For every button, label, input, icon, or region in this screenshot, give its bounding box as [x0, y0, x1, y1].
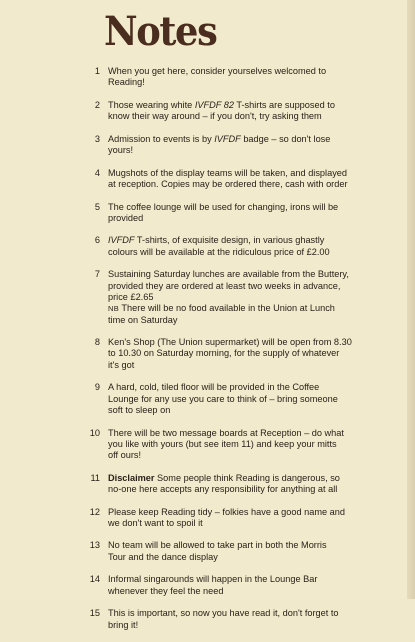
item-text: [108, 473, 356, 496]
item-number: 11: [90, 472, 100, 483]
item-line: no-one here accepts any responsibility for anything at all: [108, 483, 338, 494]
item-line: Tour and the dance display: [108, 551, 218, 562]
item-line: colours will be available at the ridiculous price of £2.00: [108, 246, 330, 257]
item-line: Admission to events is by IVFDF badge – so don't lose: [108, 133, 331, 144]
item-line: yours!: [108, 145, 134, 156]
nb-line: NB There will be no food available in the Union at Lunch: [108, 303, 335, 314]
item-line: at reception. Copies may be ordered there, cash with order: [108, 178, 348, 189]
item-text: [108, 100, 356, 123]
item-line: provided they are ordered at least two weeks in advance,: [108, 280, 341, 291]
item-text: [108, 540, 356, 563]
disclaimer-label: Disclaimer: [108, 472, 155, 483]
item-text: [108, 202, 356, 225]
item-line: Disclaimer Some people think Reading is dangerous, so: [108, 472, 340, 483]
list-item: [86, 473, 356, 496]
item-number: 3: [94, 133, 100, 144]
item-text: [108, 134, 356, 157]
list-item: [86, 269, 356, 325]
item-line: Lounge for any use you care to think of – bring someone: [108, 393, 338, 404]
item-line: Ken's Shop (The Union supermarket) will be open from 8.30: [108, 337, 352, 348]
item-line: whenever they feel the need: [108, 585, 224, 596]
list-item: [86, 168, 356, 191]
item-text: [108, 269, 356, 325]
item-line: A hard, cold, tiled floor will be provided in the Coffee: [108, 382, 320, 393]
item-line: Please keep Reading tidy – folkies have a good name and: [108, 506, 345, 517]
notes-list: [86, 66, 356, 642]
item-line: There will be two message boards at Reception – do what: [108, 427, 344, 438]
item-number: 7: [94, 269, 100, 280]
page-edge: [407, 0, 415, 599]
item-number: 5: [94, 201, 100, 212]
item-text: [108, 235, 356, 258]
list-item: [86, 337, 356, 371]
item-line: Those wearing white IVFDF 82 T-shirts are supposed to: [108, 99, 335, 110]
list-item: [86, 235, 356, 258]
item-line: soft to sleep on: [108, 404, 171, 415]
item-text: [108, 574, 356, 597]
item-text: [108, 66, 356, 89]
list-item: [86, 382, 356, 416]
item-line: No team will be allowed to take part in both the Morris: [108, 540, 327, 551]
item-text: [108, 382, 356, 416]
item-line: bring it!: [108, 619, 139, 630]
list-item: [86, 134, 356, 157]
list-item: [86, 507, 356, 530]
list-item: [86, 608, 356, 631]
item-line: When you get here, consider yourselves welcomed to: [108, 66, 327, 76]
item-line: you like with yours (but see item 11) and keep your mitts: [108, 438, 337, 449]
item-number: 14: [89, 574, 100, 585]
item-number: 8: [94, 337, 100, 348]
item-number: 15: [89, 608, 100, 619]
list-item: [86, 428, 356, 462]
item-line: off ours!: [108, 450, 142, 461]
nb-label: NB: [108, 304, 120, 314]
list-item: [86, 540, 356, 563]
item-number: 4: [94, 167, 100, 178]
item-number: 12: [89, 506, 100, 517]
item-line: we don't want to spoil it: [108, 517, 203, 528]
item-number: 6: [94, 235, 100, 246]
item-text: [108, 608, 356, 631]
item-number: 1: [94, 66, 100, 76]
item-text: [108, 428, 356, 462]
item-number: 9: [94, 382, 100, 393]
item-line: know their way around – if you don't, try asking them: [108, 111, 322, 122]
list-item: [86, 66, 356, 89]
item-line: This is important, so now you have read it, don't forget to: [108, 608, 339, 619]
nb-line: time on Saturday: [108, 314, 178, 325]
item-text: [108, 168, 356, 191]
item-line: Informal singarounds will happen in the Lounge Bar: [108, 574, 318, 585]
item-line: Sustaining Saturday lunches are available from the Buttery,: [108, 269, 349, 280]
item-line: Mugshots of the display teams will be taken, and displayed: [108, 167, 348, 178]
item-number: 10: [89, 427, 100, 438]
item-line: provided: [108, 212, 144, 223]
item-line: price £2.65: [108, 291, 154, 302]
item-text: [108, 337, 356, 371]
item-text: [108, 507, 356, 530]
item-line: to 10.30 on Saturday morning, for the supply of whatever: [108, 348, 340, 359]
item-line: Reading!: [108, 77, 145, 88]
list-item: [86, 202, 356, 225]
list-item: [86, 100, 356, 123]
item-number: 2: [94, 99, 100, 110]
page-title: Notes: [104, 8, 217, 55]
item-line: The coffee lounge will be used for changing, irons will be: [108, 201, 339, 212]
list-item: [86, 574, 356, 597]
item-line: it's got: [108, 359, 135, 370]
item-line: IVFDF T-shirts, of exquisite design, in various ghastly: [108, 235, 325, 246]
item-number: 13: [89, 540, 100, 551]
